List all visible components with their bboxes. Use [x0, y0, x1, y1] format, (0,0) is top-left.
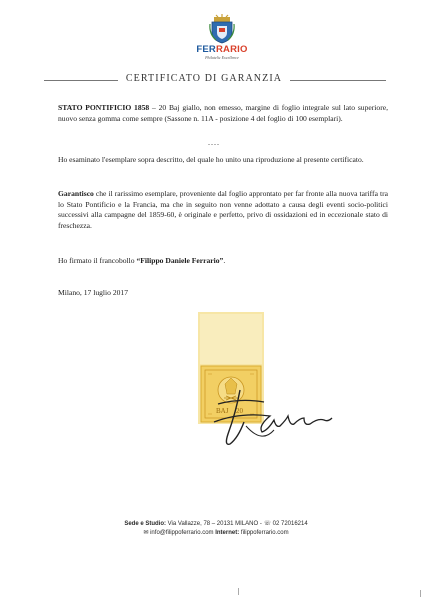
- heading-rule-left: [44, 80, 118, 81]
- footer-website: filippoferrario.com: [239, 530, 289, 536]
- ferrario-logo: [192, 14, 252, 60]
- logo-tagline: Philatelic Excellence: [205, 55, 239, 60]
- certificate-title: CERTIFICATO DI GARANZIA: [125, 73, 283, 84]
- footer-internet-label: Internet:: [213, 530, 240, 536]
- coat-of-arms-icon: [208, 14, 236, 44]
- crop-mark: [420, 590, 421, 597]
- logo-wordmark: FERRARIO: [196, 44, 248, 55]
- footer-web-line: [40, 529, 392, 538]
- crop-mark: [238, 588, 239, 595]
- examination-statement: Ho esaminato l'esemplare sopra descritto, del quale ho unito una riproduzione al presente certificato.: [58, 155, 364, 164]
- signature-statement-end: .: [223, 256, 226, 265]
- stamp-value-label: BAJ: [216, 407, 229, 415]
- stamp-description-text: – 20 Baj giallo, non emesso, margine di foglio integrale sul lato superiore, nuovo senza gomma come sempre (Sassone n. 11A - posizione 4 del foglio di 100 esemplari).: [58, 103, 388, 123]
- guarantee-statement: [58, 189, 388, 231]
- handwritten-signature: [200, 382, 360, 462]
- footer-address: Via Vallazze, 78 – 20131 MILANO - ☏ 02 72016214: [165, 521, 308, 527]
- guarantee-text: che il rarissimo esemplare, proveniente dal foglio approntato per far fronte alla nuova tariffa tra lo Stato Pontificio e la Francia, ma che in seguito non venne adottato a causa degli eventi socio-politici successivi alla campagne del 1859-60, è originale e perfetto, privo di ossidazioni ed in eccezionale stato di freschezza.: [58, 189, 388, 230]
- signature-statement-lead: Ho firmato il francobollo: [58, 256, 137, 265]
- place-date: Milano, 17 luglio 2017: [58, 288, 129, 297]
- guarantee-keyword: Garantisco: [58, 189, 94, 198]
- footer-address-label: Sede e Studio:: [124, 521, 166, 527]
- footer-email: ✉ info@filippoferrario.com: [143, 530, 214, 536]
- heading-rule-right: [290, 80, 386, 81]
- stamp-description: [58, 103, 388, 124]
- signature-statement: [58, 256, 388, 267]
- signer-name: “Filippo Daniele Ferrario”: [136, 256, 224, 265]
- footer-address-line: [40, 520, 392, 529]
- footer-contacts: [40, 520, 392, 538]
- stamp-title: STATO PONTIFICIO 1858: [58, 103, 150, 112]
- stamp-value-number: 20: [236, 407, 243, 415]
- separator-dots: ....: [208, 138, 220, 147]
